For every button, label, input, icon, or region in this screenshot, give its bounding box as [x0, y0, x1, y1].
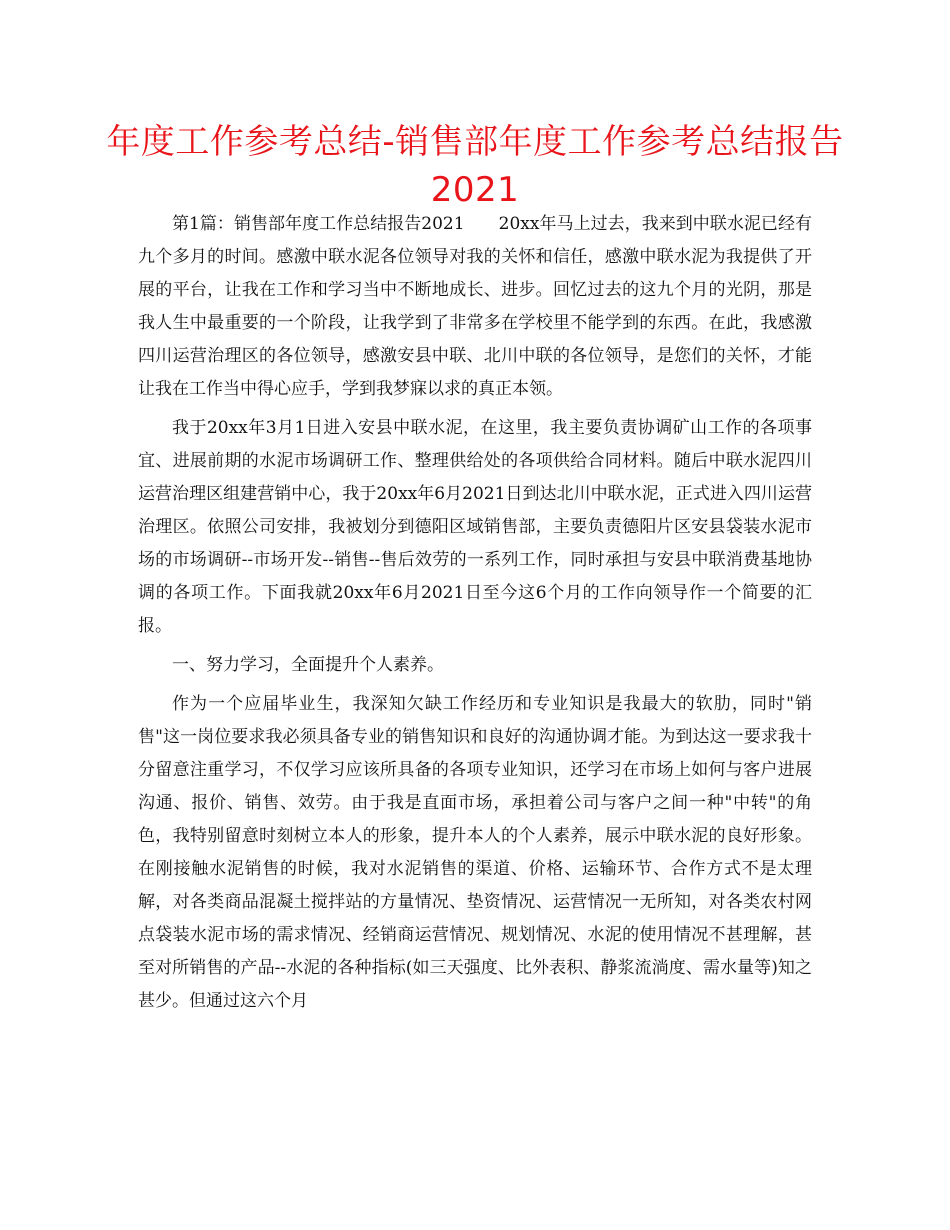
- section-heading-study: 一、努力学习，全面提升个人素养。: [172, 655, 444, 675]
- paragraph-intro: 第1篇：销售部年度工作总结报告2021 20xx年马上过去，我来到中联水泥已经有九个多月的时间。感激中联水泥各位领导对我的关怀和信任，感激中联水泥为我提供了开展的平台，让我在工作和学习当中不断地成长、进步。回忆过去的这九个月的光阴，那是我人生中最重要的一个阶段，让我学到了非常多在学校里不能学到的东西。在此，我感激四川运营治理区的各位领导，感激安县中联、北川中联的各位领导，是您们的关怀，才能让我在工作当中得心应手，学到我梦寐以求的真正本领。: [138, 214, 812, 399]
- paragraph-background: 我于20xx年3月1日进入安县中联水泥，在这里，我主要负责协调矿山工作的各项事宜、进展前期的水泥市场调研工作、整理供给处的各项供给合同材料。随后中联水泥四川运营治理区组建营销中心，我于20xx年6月2021日到达北川中联水泥，正式进入四川运营治理区。依照公司安排，我被划分到德阳区域销售部，主要负责德阳片区安县袋装水泥市场的市场调研--市场开发--销售--售后效劳的一系列工作，同时承担与安县中联消费基地协调的各项工作。下面我就20xx年6月2021日至今这6个月的工作向领导作一个简要的汇报。: [138, 418, 812, 636]
- document-title: 年度工作参考总结-销售部年度工作参考总结报告2021: [106, 122, 844, 210]
- paragraph-study: 作为一个应届毕业生，我深知欠缺工作经历和专业知识是我最大的软肋，同时"销售"这一岗位要求我必须具备专业的销售知识和良好的沟通协调才能。为到达这一要求我十分留意注重学习，不仅学习应该所具备的各项专业知识，还学习在市场上如何与客户进展沟通、报价、销售、效劳。由于我是直面市场，承担着公司与客户之间一种"中转"的角色，我特别留意时刻树立本人的形象，提升本人的个人素养，展示中联水泥的良好形象。在刚接触水泥销售的时候，我对水泥销售的渠道、价格、运输环节、合作方式不是太理解，对各类商品混凝土搅拌站的方量情况、垫资情况、运营情况一无所知，对各类农村网点袋装水泥市场的需求情况、经销商运营情况、规划情况、水泥的使用情况不甚理解，甚至对所销售的产品--水泥的各种指标(如三天强度、比外表积、静浆流淌度、需水量等)知之甚少。但通过这六个月: [138, 694, 812, 1011]
- document-body: [138, 208, 812, 1018]
